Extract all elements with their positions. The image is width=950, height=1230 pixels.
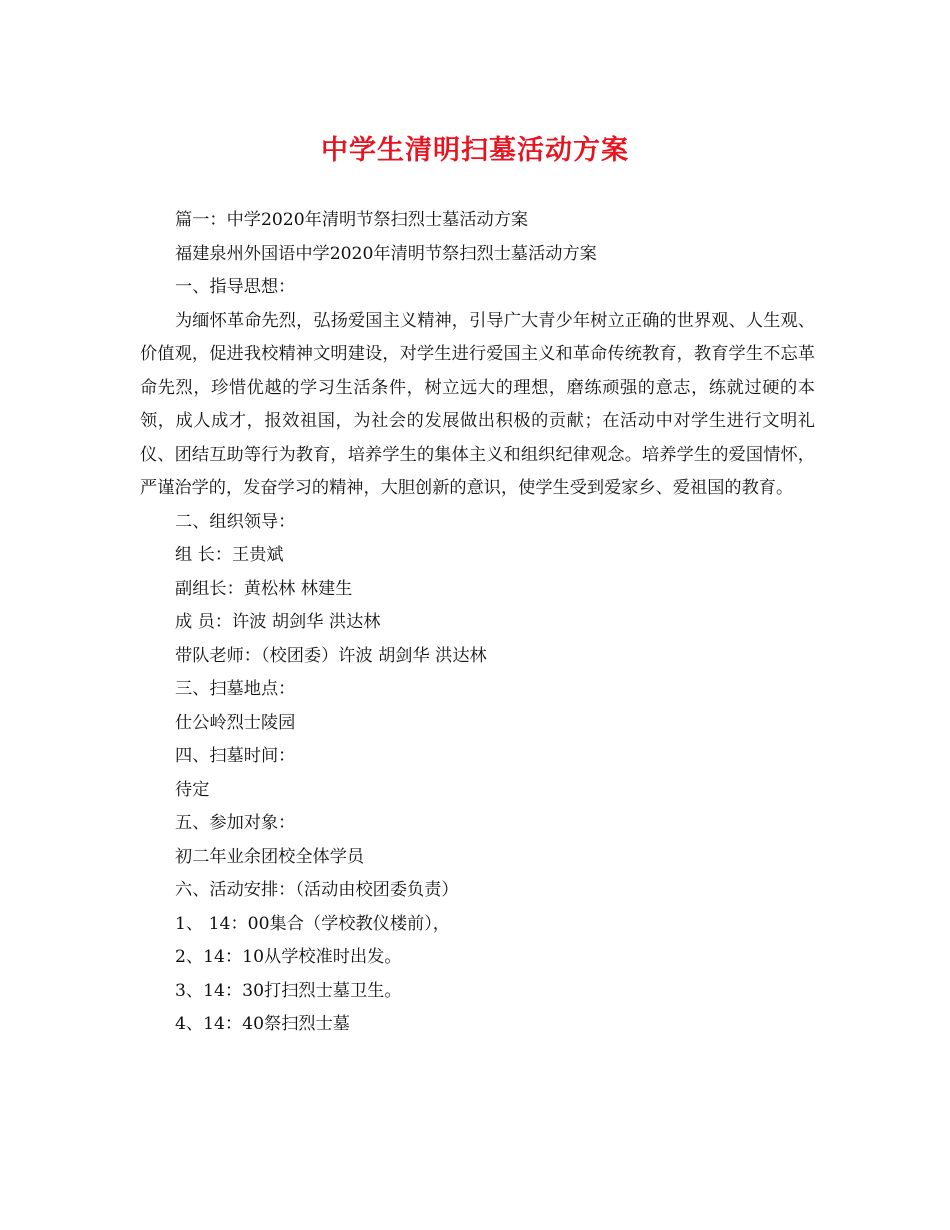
teachers-line: 带队老师：（校团委）许波 胡剑华 洪达林 — [175, 645, 487, 666]
participants-value: 初二年业余团校全体学员 — [175, 846, 365, 867]
deputy-leader-line: 副组长：黄松林 林建生 — [175, 578, 353, 599]
document-body — [140, 204, 815, 1042]
location-value: 仕公岭烈士陵园 — [175, 712, 296, 733]
schedule-item: 4、14：40祭扫烈士墓 — [175, 1014, 350, 1034]
schedule-item: 2、14：10从学校准时出发。 — [175, 947, 402, 967]
section-heading-leadership: 二、组织领导： — [175, 511, 296, 532]
section-heading-time: 四、扫墓时间： — [175, 746, 296, 766]
section-heading-location: 三、扫墓地点： — [175, 679, 296, 699]
document-title: 中学生清明扫墓活动方案 — [321, 135, 629, 166]
time-value: 待定 — [175, 779, 210, 800]
guiding-paragraph: 为缅怀革命先烈，弘扬爱国主义精神，引导广大青少年树立正确的世界观、人生观、价值观，促进我校精神文明建设，对学生进行爱国主义和革命传统教育，教育学生不忘革命先烈，珍惜优越的学习生活条件，树立远大的理想，磨练顽强的意志，练就过硬的本领，成人成才，报效祖国，为社会的发展做出积极的贡献；在活动中对学生进行文明礼仪、团结互助等行为教育，培养学生的集体主义和组织纪律观念。培养学生的爱国情怀，严谨治学的，发奋学习的精神，大胆创新的意识，使学生受到爱家乡、爱祖国的教育。 — [140, 310, 815, 498]
chapter-heading: 篇一：中学2020年清明节祭扫烈士墓活动方案 — [175, 210, 529, 230]
plan-subtitle: 福建泉州外国语中学2020年清明节祭扫烈士墓活动方案 — [175, 243, 597, 264]
section-heading-schedule: 六、活动安排：（活动由校团委负责） — [175, 880, 459, 900]
schedule-item: 1、 14：00集合（学校教仪楼前）， — [175, 913, 450, 934]
members-line: 成 员：许波 胡剑华 洪达林 — [175, 612, 381, 632]
schedule-item: 3、14：30打扫烈士墓卫生。 — [175, 980, 402, 1001]
leader-line: 组 长：王贵斌 — [175, 545, 284, 565]
section-heading-guiding: 一、指导思想： — [175, 277, 296, 297]
section-heading-participants: 五、参加对象： — [175, 813, 296, 833]
